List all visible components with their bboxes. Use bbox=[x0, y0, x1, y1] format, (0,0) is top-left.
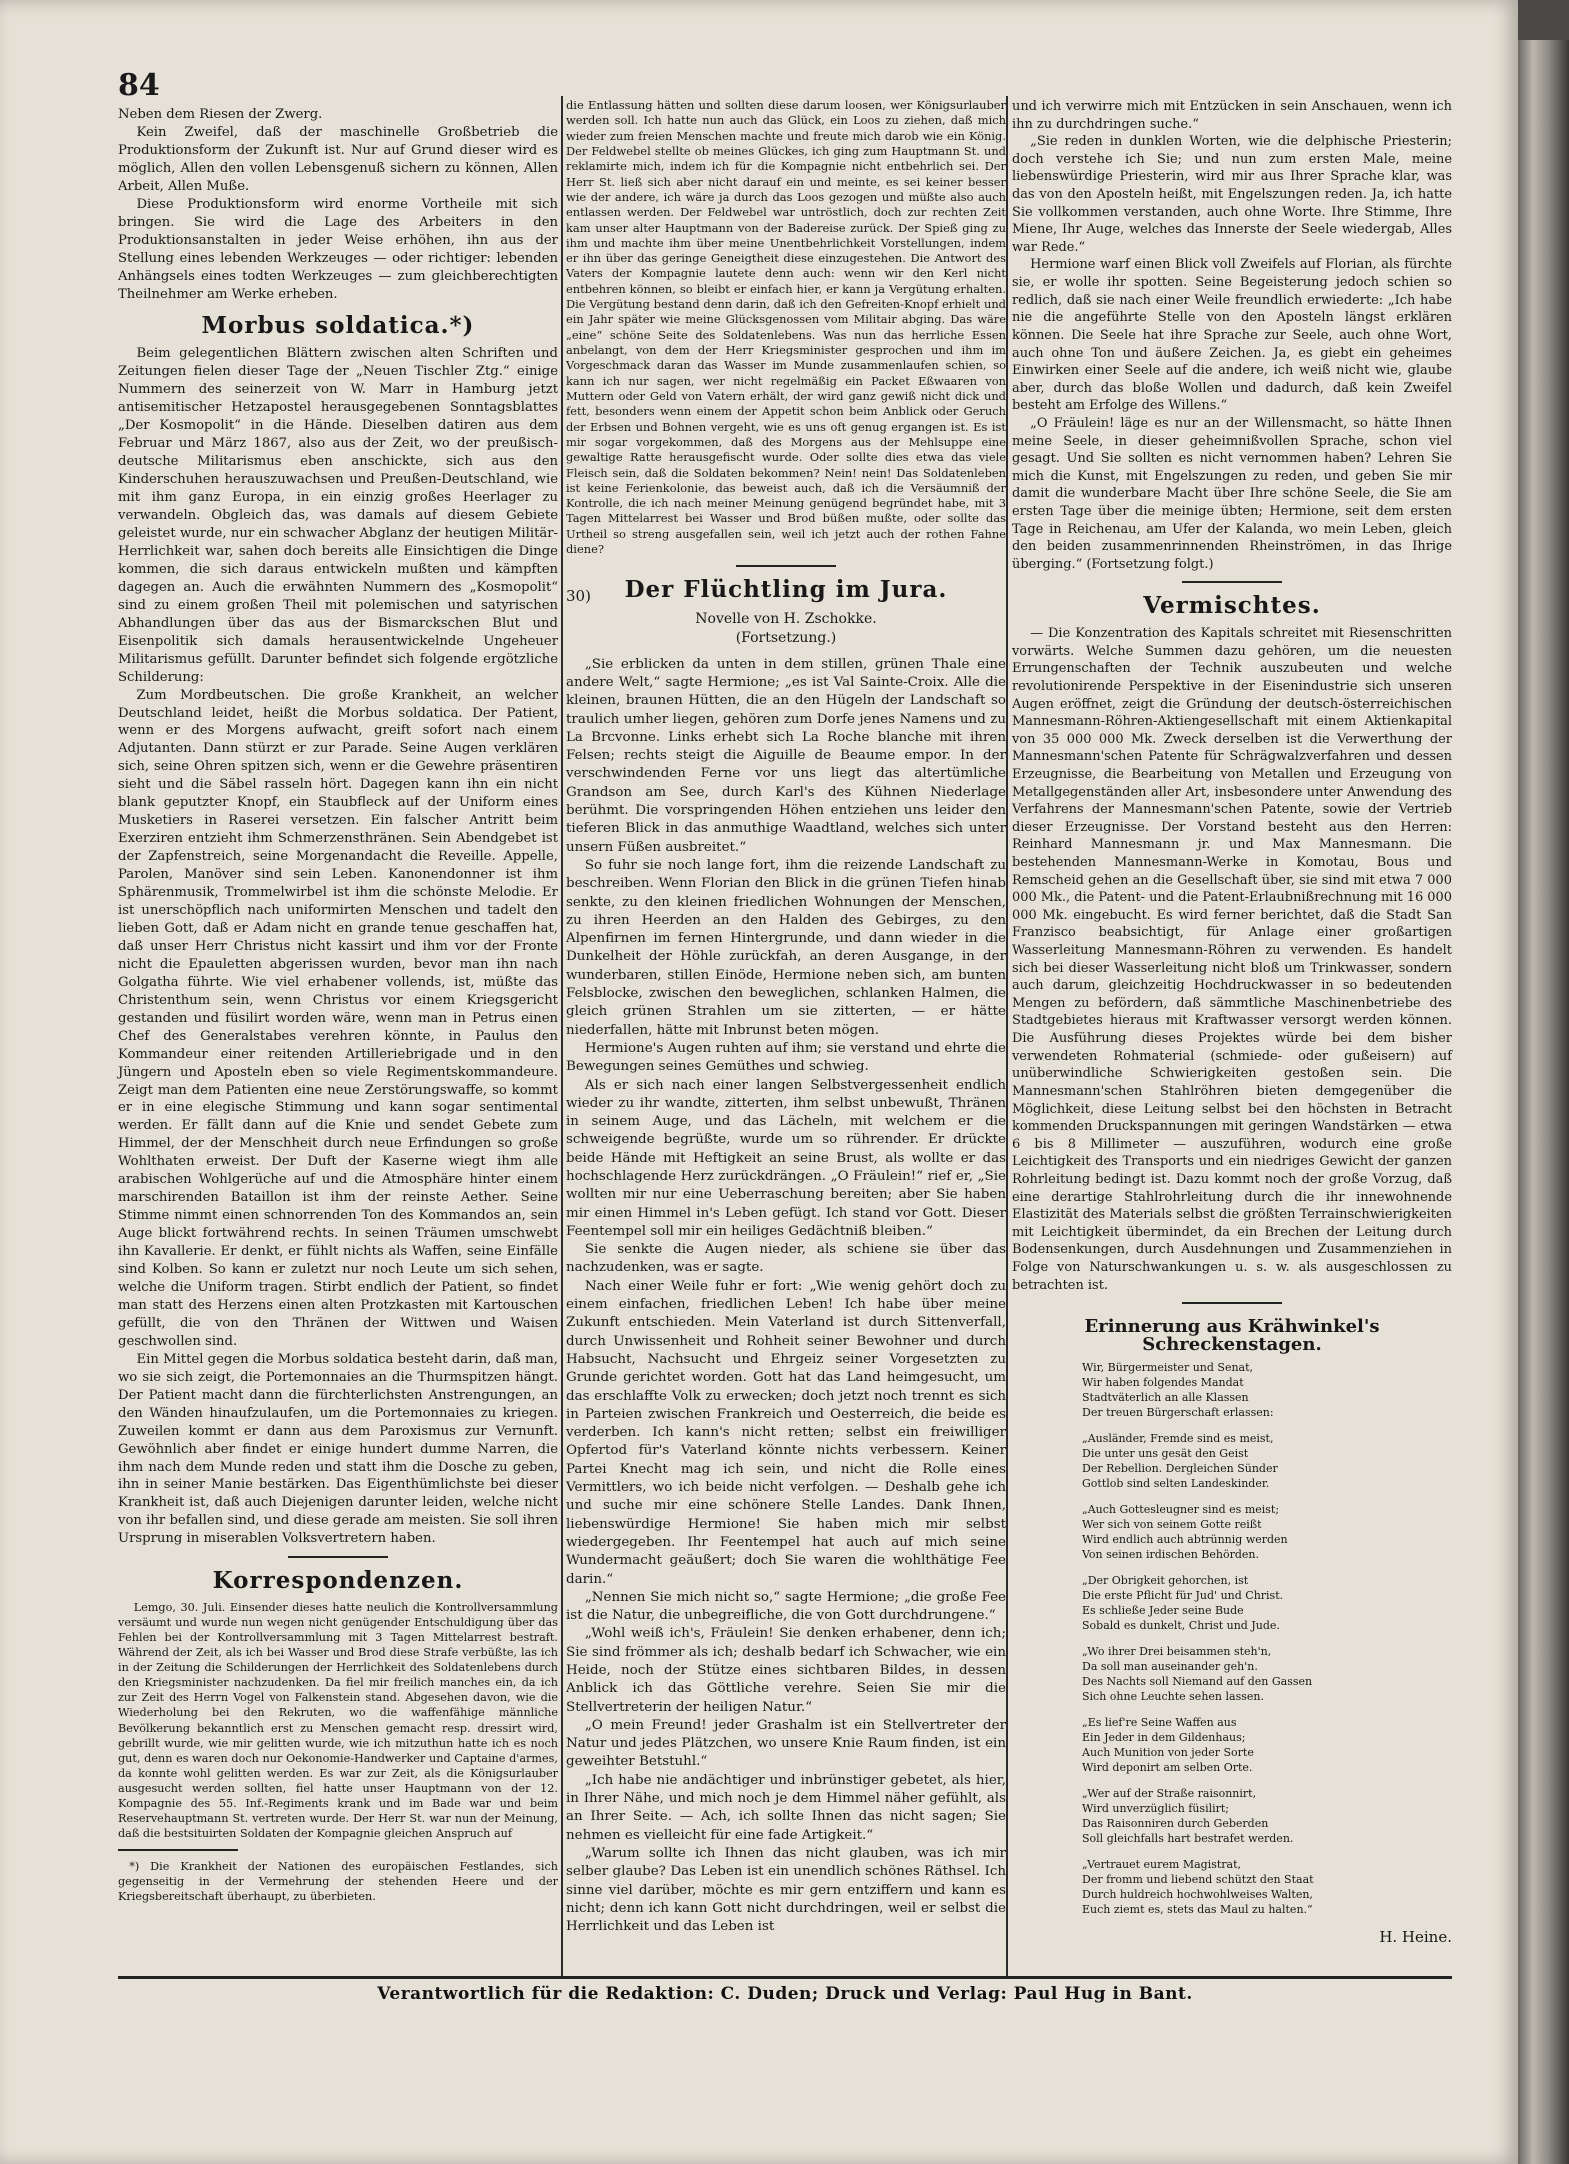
poem-line: „Vertrauet eurem Magistrat, bbox=[1082, 1858, 1242, 1872]
footer-rule bbox=[118, 1976, 1452, 1979]
poem-line: Sich ohne Leuchte sehen lassen. bbox=[1082, 1689, 1264, 1703]
column-1 bbox=[118, 106, 558, 1904]
paragraph: So fuhr sie noch lange fort, ihm die reizende Landschaft zu beschreiben. Wenn Florian den Blick in die grünen Tiefen hinab senkte, zu den kleinen friedlichen Wohnungen der Menschen, zu ihren Heerden an den Halden des Gebirges, zu den Alpenfirnen im fernen Hintergrunde, und dann wieder in die Dunkelheit der Höhle zurückfah, an deren Ausgange, in der wunderbaren, stillen Einöde, Hermione neben sich, am bunten Felsblocke, zwischen den beweglichen, schlanken Halmen, die gleich grünen Strahlen um sie zitterten, — er hätte niederfallen, hätte mit Inbrunst beten mögen. bbox=[566, 857, 1006, 1038]
poem-stanza bbox=[1082, 1645, 1452, 1704]
poem-line: Von seinen irdischen Behörden. bbox=[1082, 1547, 1259, 1561]
poem-title: Erinnerung aus Krähwinkel's Schreckenstagen. bbox=[1084, 1316, 1380, 1355]
poem-line: Das Raisonniren durch Geberden bbox=[1082, 1816, 1269, 1830]
poem-stanza bbox=[1082, 1361, 1452, 1420]
page-number: 84 bbox=[118, 68, 160, 103]
poem-line: Ein Jeder in dem Gildenhaus; bbox=[1082, 1731, 1246, 1745]
footnote-text: *) Die Krankheit der Nationen des europäischen Festlandes, sich gegenseitig in der Vermehrung der stehenden Heere und der Kriegsbereitschaft überhaupt, zu überbieten. bbox=[118, 1859, 558, 1903]
poem-stanza bbox=[1082, 1432, 1452, 1491]
poem-line: Gottlob sind selten Landeskinder. bbox=[1082, 1476, 1270, 1490]
poem-stanza bbox=[1082, 1574, 1452, 1633]
poem-line: Durch huldreich hochwohlweises Walten, bbox=[1082, 1887, 1313, 1901]
poem-line: Sobald es dunkelt, Christ und Jude. bbox=[1082, 1618, 1280, 1632]
section-title: Korrespondenzen. bbox=[212, 1567, 464, 1595]
correspondence-continued bbox=[566, 98, 1006, 557]
paragraph: „O mein Freund! jeder Grashalm ist ein Stellvertreter der Natur und jedes Plätzchen, wo unsere Knie Raum finden, ist ein geweihter Betstuhl.“ bbox=[566, 1717, 1006, 1770]
poem-stanza bbox=[1082, 1716, 1452, 1775]
poem-stanza bbox=[1082, 1503, 1452, 1562]
paragraph: Hermione's Augen ruhten auf ihm; sie verstand und ehrte die Bewegungen seines Gemüthes und schwieg. bbox=[566, 1040, 1006, 1075]
paragraph: Diese Produktionsform wird enorme Vortheile mit sich bringen. Sie wird die Lage des Arbeiters in den Produktionsanstalten in jeder Weise erhöhen, ihn aus der Stellung eines lebenden Werkzeuges — oder richtiger: lebenden Anhängsels eines todten Werkzeuges — zum gleichberechtigten Theilnehmer am Werke erheben. bbox=[118, 196, 558, 302]
paragraph: „Sie erblicken da unten in dem stillen, grünen Thale eine andere Welt,“ sagte Hermione; „es ist Val Sainte-Croix. Alle die kleinen, braunen Hütten, die an den Hügeln der Landschaft so traulich umher liegen, gehören zum Dorfe jenes Namens und zu La Brcvonne. Links erhebt sich La Roche blanche mit ihren Felsen; rechts steigt die Aiguille de Beaume empor. In der verschwindenden Ferne vor uns liegt das altertümliche Grandson am See, durch Karl's des Kühnen Niederlage berühmt. Die vorspringenden Höhen entziehen uns leider den tieferen Blick in das anmuthige Waadtland, welches sich unter unsern Füßen ausbreitet.“ bbox=[566, 656, 1006, 855]
paragraph: Lemgo, 30. Juli. Einsender dieses hatte neulich die Kontrollversammlung versäumt und wurde nun wegen nicht genügender Entschuldigung über das Fehlen bei der Kontrollversammlung mit 3 Tagen Mittelarrest bestraft. Während der Zeit, als ich bei Wasser und Brod diese Strafe verbüßte, las ich in der Zeitung die Schilderungen der Herrlichkeit des Soldatenlebens durch den Kriegsminister nachzudenken. Da fiel mir freilich manches ein, da ich zur Zeit des Herrn Vogel von Falkenstein stand. Abgesehen davon, wie die Wiederholung bei den Rekruten, wo die waffenfähige männliche Bevölkerung bekanntlich erst zu Menschen gemacht resp. dressirt wird, gebrillt wurde, wie mir gelitten wurde, wie ich mitzuthun hatte ich es noch gut, denn es waren doch nur Oekonomie-Handwerker und Captaine d'armes, da konnte wohl gelitten werden. Es war zur Zeit, als die Königsurlauber ausgesucht werden sollten, fiel hatte unser Hauptmann von der 12. Kompagnie des 55. Inf.-Regiments krank und im Bade war und beim Reservehauptmann St. vertreten wurde. Der Herr St. war nun der Meinung, daß die bestsituirten Soldaten der Kompagnie gleichen Anspruch auf bbox=[118, 1601, 558, 1840]
paragraph: Ein Mittel gegen die Morbus soldatica besteht darin, daß man, wo sie sich zeigt, die Portemonnaies an die Thurmspitzen hängt. Der Patient macht dann die fürchterlichsten Anstrengungen, an den Wänden hinaufzulaufen, um die Portemonnaies zu kriegen. Zuweilen kommt er dann aus dem Paroxismus zur Vernunft. Gewöhnlich aber findet er einige hundert dumme Narren, die ihm nach dem Munde reden und statt ihm die Dosche zu geben, ihn in seiner Manie bestärken. Das Eigenthümlichste bei dieser Krankheit ist, daß auch Diejenigen darunter leiden, welche nicht von ihr befallen sind, und diese gerade am meisten. Sie soll ihren Ursprung in miserablen Volksvertretern haben. bbox=[118, 1351, 558, 1547]
novel-author: Novelle von H. Zschokke. bbox=[695, 610, 877, 627]
poem-line: Die erste Pflicht für Jud' und Christ. bbox=[1082, 1589, 1284, 1603]
paragraph: Nach einer Weile fuhr er fort: „Wie wenig gehört doch zu einem einfachen, friedlichen Leben! Ich habe über meine Zukunft entschieden. Mein Vaterland ist durch Sittenverfall, durch Unwissenheit und Rohheit seiner Bewohner und durch Habsucht, Nachsucht und Ehrgeiz seiner Vorgesetzten zu Grunde gerichtet worden. Gott hat das Land heimgesucht, um das erschlaffte Volk zu erwecken; doch jetzt noch trennt es sich in Parteien zwischen Frankreich und Oesterreich, die beide es verderben. Ich kann's nicht retten; selbst ein freiwilliger Opfertod für's Vaterland könnte nichts verbessern. Keiner Partei Knecht mag ich sein, und nicht die Rolle eines Vermittlers, wo ich beide nicht verfolgen. — Deshalb gehe ich und suche mir eine schönere Stelle Landes. Dank Ihnen, liebenswürdige Hermione! Sie haben mich mir selbst wiedergegeben. Ihr Feentempel hat auch auf mich seine Wundermacht geäußert; doch Sie waren die wohlthätige Fee darin.“ bbox=[566, 1278, 1006, 1587]
poem-line: „Auch Gottesleugner sind es meist; bbox=[1082, 1503, 1280, 1517]
poem-line: Es schließe Jeder seine Bude bbox=[1082, 1603, 1244, 1617]
column-3 bbox=[1012, 98, 1452, 1947]
poem-line: Die unter uns gesät den Geist bbox=[1082, 1447, 1249, 1461]
paragraph: Zum Mordbeutschen. Die große Krankheit, an welcher Deutschland leidet, heißt die Morbus soldatica. Der Patient, wenn er des Morgens aufwacht, greift sofort nach einem Adjutanten. Dann stürzt er zur Parade. Seine Augen verklären sich, seine Ohren spitzen sich, wenn er die Gewehre präsentiren sieht und die Säbel rasseln hört. Dagegen kann ihn ein nicht blank geputzter Knopf, ein Staubfleck auf der Uniform eines Musketiers in Raserei versetzen. Ein falscher Antritt beim Exerziren entzieht ihm Schmerzensthränen. Sein Abendgebet ist der Zapfenstreich, seine Morgenandacht die Reveille. Appelle, Parolen, Manöver sind sein Leben. Kanonendonner ist ihm Sphärenmusik, Trommelwirbel ist ihm die schönste Melodie. Er ist unerschöpflich nach uniformirten Menschen und tadelt den lieben Gott, daß er Adam nicht en grande tenue geschaffen hat, daß unser Herr Christus nicht kassirt und ihm vor der Fronte nicht die Epauletten abgerissen wurden, bevor man ihn nach Golgatha führte. Wie viel erhabener vollends, ist, müßte das Christenthum sein, wenn Christus vor einem Kriegsgericht gestanden und füsilirt worden wäre, wenn man in Petrus einen Chef des Generalstabes verehren könnte, in Paulus den Kommandeur einer reitenden Artilleriebrigade und in den Jüngern und Aposteln eben so viele Regimentskommandeure. Zeigt man dem Patienten eine neue Zerstörungswaffe, so kommt er in eine elegische Stimmung und kann sogar sentimental werden. Er fällt dann auf die Knie und sendet Gebete zum Himmel, der der Menschheit durch neue Erfindungen so große Wohlthaten erweist. Der Duft der Kaserne wiegt ihm alle arabischen Wohlgerüche auf und die Atmosphäre hinter einem marschirenden Bataillon ist ihm der reinste Aether. Seine Stimme nimmt einen schnorrenden Ton des Kommandos an, sein Auge blickt fortwährend rechts. In seinen Träumen umschwebt ihn Kavallerie. Er denkt, er fühlt nichts als Waffen, seine Einfälle sind Kolben. So kann er zuletzt nur noch Leute um sich sehen, welche die Uniform tragen. Stirbt endlich der Patient, so findet man statt des Herzens einen alten Protzkasten mit Kartouschen gefüllt, die von den Thränen der Wittwen und Waisen geschwollen sind. bbox=[118, 687, 558, 1349]
poem-stanza bbox=[1082, 1858, 1452, 1917]
divider bbox=[736, 565, 836, 567]
poem-line: Da soll man auseinander geh'n. bbox=[1082, 1660, 1258, 1674]
correspondence-block bbox=[118, 1600, 558, 1841]
poem-signature: H. Heine. bbox=[1379, 1928, 1452, 1947]
poem-line: Der treuen Bürgerschaft erlassen: bbox=[1082, 1405, 1274, 1419]
poem-line: Der Rebellion. Dergleichen Sünder bbox=[1082, 1461, 1278, 1475]
divider bbox=[1182, 581, 1282, 583]
poem-line: Soll gleichfalls hart bestrafet werden. bbox=[1082, 1831, 1294, 1845]
paragraph: „Nennen Sie mich nicht so,“ sagte Hermione; „die große Fee ist die Natur, die unbegreifliche, die von Gott durchdrungene.“ bbox=[566, 1589, 1006, 1624]
poem-line: Wer sich von seinem Gotte reißt bbox=[1082, 1518, 1262, 1532]
poem-line: „Wer auf der Straße raisonnirt, bbox=[1082, 1787, 1257, 1801]
footnote bbox=[118, 1859, 558, 1904]
poem-line: Der fromm und liebend schützt den Staat bbox=[1082, 1873, 1314, 1887]
article-title: Morbus soldatica.*) bbox=[201, 312, 475, 340]
paragraph: Neben dem Riesen der Zwerg. bbox=[118, 107, 323, 122]
poem-line: Wir haben folgendes Mandat bbox=[1082, 1376, 1244, 1390]
divider bbox=[1182, 1302, 1282, 1304]
paragraph: Beim gelegentlichen Blättern zwischen alten Schriften und Zeitungen fielen dieser Tage der „Neuen Tischler Ztg.“ einige Nummern des seinerzeit von W. Marr in Hamburg jetzt antisemitischer Hetzapostel herausgegebenen Sonntagsblattes „Der Kosmopolit“ in die Hände. Dieselben datiren aus dem Februar und März 1867, also aus der Zeit, wo der preußisch-deutsche Militarismus eben anschickte, sich aus den Kinderschuhen herauszuwachsen und Preußen-Deutschland, wie mit ihm ganz Europa, in ein einzig großes Heerlager zu verwandeln. Obgleich das, was damals auf diesem Gebiete geleistet wurde, nur ein schwacher Abglanz der heutigen Militär-Herrlichkeit war, sahen doch bereits alle Einsichtigen die Dinge kommen, die sich daraus entwickeln mußten und kämpften dagegen an. Auch die erwähnten Nummern des „Kosmopolit“ sind zu einem großen Theil mit polemischen und satyrischen Abhandlungen über das aus der Bismarckschen Blut und Eisenpolitik sich damals herausentwickelnde Ungeheuer Militarismus gefüllt. Darunter befindet sich folgende ergötzliche Schilderung: bbox=[118, 346, 558, 685]
imprint: Verantwortlich für die Redaktion: C. Duden; Druck und Verlag: Paul Hug in Bant. bbox=[377, 1984, 1193, 2004]
poem-line: Des Nachts soll Niemand auf den Gassen bbox=[1082, 1674, 1313, 1688]
poem-line: „Ausländer, Fremde sind es meist, bbox=[1082, 1432, 1274, 1446]
novel-continuation: (Fortsetzung.) bbox=[735, 629, 837, 646]
poem-line: Euch ziemt es, stets das Maul zu halten.“ bbox=[1082, 1902, 1313, 1916]
poem-stanza bbox=[1082, 1787, 1452, 1846]
paragraph: „Warum sollte ich Ihnen das nicht glauben, was ich mir selber glaube? Das Leben ist ein unendlich schönes Räthsel. Ich sinne viel darüber, möchte es mir gern entziffern und kann es nicht; denn ich kann Gott nicht durchdringen, weil er selbst die Herrlichkeit und das Leben ist bbox=[566, 1845, 1006, 1935]
paragraph: „Ich habe nie andächtiger und inbrünstiger gebetet, als hier, in Ihrer Nähe, und mich noch je dem Himmel näher gefühlt, als an Ihrer Seite. — Ach, ich sollte Ihnen das nicht sagen; Sie nehmen es vielleicht für eine fade Artigkeit.“ bbox=[566, 1772, 1006, 1843]
column-2 bbox=[566, 98, 1006, 1936]
column-rule bbox=[1006, 96, 1008, 1976]
poem-line: „Wo ihrer Drei beisammen steh'n, bbox=[1082, 1645, 1272, 1659]
paragraph: Hermione warf einen Blick voll Zweifels auf Florian, als fürchte sie, er wolle ihr spotten. Seine Begeisterung jedoch schien so redlich, daß sie nach einer Weile freundlich erwiederte: „Ich habe nie die angeführte Stelle von den Aposteln längst erklären können. Die Seele hat ihre Sprache zur Seele, auch ohne Wort, auch ohne Ton und äußere Zeichen. Ja, es giebt ein geheimes Einwirken einer Seele auf die andere, ich weiß nicht wie, glaube aber, durch das bloße Wollen und dadurch, daß kein Zweifel besteht am Erfolge des Willens.“ bbox=[1012, 257, 1452, 414]
poem-line: Wir, Bürgermeister und Senat, bbox=[1082, 1361, 1254, 1375]
poem bbox=[1012, 1361, 1452, 1917]
page-edge bbox=[1518, 40, 1569, 2164]
paragraph: die Entlassung hätten und sollten diese darum loosen, wer Königsurlauber werden soll. Ich hatte nun auch das Glück, ein Loos zu ziehen, daß mich wieder zum freien Menschen machte und freute mich darob wie ein König. Der Feldwebel stellte ob meines Glückes, ich ging zum Hauptmann St. und reklamirte mich, indem ich für die Kompagnie nicht entbehrlich sei. Der Herr St. ließ sich aber nicht darauf ein und meinte, es sei keiner besser wie der andere, ich wäre ja durch das Loos gezogen und müßte also auch entlassen werden. Der Feldwebel war untröstlich, doch zur rechten Zeit kam unser alter Hauptmann von der Badereise zurück. Der Spieß ging zu ihm und machte ihm über meine Unentbehrlichkeit Vorstellungen, indem er ihn über das geringe Geneigtheit diese einzugestehen. Die Antwort des Vaters der Kompagnie lautete denn auch: wenn wir den Kerl nicht entbehren können, so bleibt er einfach hier, er kann ja Vergütung erhalten. Die Vergütung bestand denn darin, daß ich den Gefreiten-Knopf erhielt und ein Jahr später wie meine Glücksgenossen vom Militair abging. Das wäre „eine“ schöne Seite des Soldatenlebens. Was nun das herrliche Essen anbelangt, von dem der Herr Kriegsminister gesprochen und ihm im Vorgeschmack daran das Wasser im Munde zusammenlaufen schien, so kann ich nur sagen, wer nicht regelmäßig ein Packet Eßwaaren von Muttern oder Geld von Vatern erhält, der wird ganz gewiß nicht dick und fett, besonders wenn einem der Appetit schon beim Anblick oder Geruch der Erbsen und Bohnen vergeht, wie es uns oft genug ergangen ist. Es ist mir sogar vorgekommen, daß des Morgens aus der Mehlsuppe eine gewaltige Ratte herausgefischt wurde. Oder sollte dies etwa das viele Fleisch sein, daß die Soldaten bekommen? Nein! nein! Das Soldatenleben ist keine Ferienkolonie, das beweist auch, daß ich die Versäumniß der Kontrolle, die ich nach meiner Meinung genügend begründet habe, mit 3 Tagen Mittelarrest bei Wasser und Brod büßen mußte, oder sollte das Urtheil so streng ausgefallen sein, weil ich jetzt auch der rothen Fahne diene? bbox=[566, 98, 1006, 557]
poem-line: Wird unverzüglich füsilirt; bbox=[1082, 1802, 1230, 1816]
paragraph: „Wohl weiß ich's, Fräulein! Sie denken erhabener, denn ich; Sie sind frömmer als ich; deshalb bedarf ich Schwacher, wie ein Heide, noch der Stütze eines sichtbaren Bildes, in dessen Anblick ich das Göttliche verehre. Seien Sie mir die Stellvertreterin der heiligen Natur.“ bbox=[566, 1626, 1006, 1715]
column-rule bbox=[561, 96, 563, 1976]
poem-line: „Der Obrigkeit gehorchen, ist bbox=[1082, 1574, 1249, 1588]
novel-title: Der Flüchtling im Jura. bbox=[624, 576, 948, 604]
paragraph: und ich verwirre mich mit Entzücken in sein Anschauen, wenn ich ihn zu durchdringen suche.“ bbox=[1012, 99, 1452, 132]
paragraph: Sie senkte die Augen nieder, als schiene sie über das nachzudenken, was er sagte. bbox=[566, 1242, 1006, 1276]
paragraph: Als er sich nach einer langen Selbstvergessenheit endlich wieder zu ihr wandte, zitterten, ihm selbst unbewußt, Thränen in seinem Auge, und das Lächeln, mit welchem er die schweigende begrüßte, wurde um so rührender. Er drückte beide Hände mit Heftigkeit an seine Brust, als wollte er das hochschlagende Herz zurückdrängen. „O Fräulein!“ rief er, „Sie wollten mir nur eine Ueberraschung bereiten; aber Sie haben mir einen Himmel in's Leben gefügt. Ich stand vor Gott. Dieser Feentempel soll mir ein heiliges Gedächtniß bleiben.“ bbox=[566, 1077, 1006, 1239]
poem-line: Wird deponirt am selben Orte. bbox=[1082, 1760, 1253, 1774]
section-title: Vermischtes. bbox=[1143, 592, 1321, 620]
divider bbox=[118, 1849, 238, 1851]
paragraph: „Sie reden in dunklen Worten, wie die delphische Priesterin; doch verstehe ich Sie; und nun zum ersten Male, meine liebenswürdige Priesterin, wird mir aus Ihrer Sprache klar, was das von den Aposteln heißt, mit Engelszungen reden. Ja, ich hatte Sie vollkommen verstanden, auch ohne Worte. Ihre Stimme, Ihre Miene, Ihr Auge, welches das Innerste der Seele wiedergab, Alles war Rede.“ bbox=[1012, 134, 1452, 255]
poem-line: Auch Munition von jeder Sorte bbox=[1082, 1745, 1254, 1759]
paragraph: Kein Zweifel, daß der maschinelle Großbetrieb die Produktionsform der Zukunft ist. Nur auf Grund dieser wird es möglich, Allen den vollen Lebensgenuß sichern zu können, Allen Arbeit, Allen Muße. bbox=[118, 124, 558, 194]
poem-line: Stadtväterlich an alle Klassen bbox=[1082, 1390, 1249, 1404]
installment-number: 30) bbox=[566, 587, 591, 606]
paragraph: — Die Konzentration des Kapitals schreitet mit Riesenschritten vorwärts. Welche Summen dazu gehören, um die neuesten Errungenschaften der Technik auszubeuten und welche revolutionirende Perspektive in der Eisenindustrie sich unseren Augen eröffnet, zeigt die Gründung der deutsch-österreichischen Mannesmann-Röhren-Aktiengesellschaft mit einem Aktienkapital von 35 000 000 Mk. Zweck derselben ist die Verwerthung der Mannesmann'schen Patente für Schrägwalzverfahren und dessen Erzeugnisse, die Bearbeitung von Metallen und Erzeugung von Metallgegenständen aller Art, insbesondere unter Anwendung des Verfahrens der Mannesmann'schen Patente, sowie der Vertrieb dieser Erzeugnisse. Der Vorstand besteht aus den Herren: Reinhard Mannesmann jr. und Max Mannesmann. Die bestehenden Mannesmann-Werke in Komotau, Bous und Remscheid gehen an die Gesellschaft über, sie sind mit etwa 7 000 000 Mk., die Patent- und die Patent-Erlaubnißrechnung mit 16 000 000 Mk. eingebucht. Es wird ferner berichtet, daß die Stadt San Franzisco beabsichtigt, für Anlage einer großartigen Wasserleitung Mannesmann-Röhren zu verwenden. Es handelt sich bei dieser Wasserleitung nicht bloß um Trinkwasser, sondern auch darum, gleichzeitig Hochdruckwasser in so bedeutenden Mengen zu befördern, daß sämmtliche Maschinenbetriebe des Stadtgebietes hieraus mit Kraftwasser versorgt werden können. Die Ausführung dieses Projektes würde bei dem bisher verwendeten Rohmaterial (schmiede- oder gußeisern) auf unüberwindliche Schwierigkeiten gestoßen sein. Die Mannesmann'schen Stahlröhren bieten demgegenüber die Möglichkeit, diese Leitung selbst bei den höchsten in Betracht kommenden Druckspannungen mit geringen Wandstärken — etwa 6 bis 8 Millimeter — auszuführen, wodurch eine große Leichtigkeit des Transports und ein niedriges Gewicht der ganzen Rohrleitung bedingt ist. Dazu kommt noch der große Vorzug, daß eine derartige Stahlrohrleitung durch die ihr innewohnende Elastizität des Materials selbst die größten Terrainschwierigkeiten mit Leichtigkeit übermindet, da ein Brechen der Leitung durch Bodensenkungen, durch Ausdehnungen und Zusammenziehen in Folge von Naturschwankungen u. s. w. als ausgeschlossen zu betrachten ist. bbox=[1012, 626, 1452, 1293]
poem-line: Wird endlich auch abtrünnig werden bbox=[1082, 1532, 1288, 1546]
paragraph: „O Fräulein! läge es nur an der Willensmacht, so hätte Ihnen meine Seele, in dieser geheimnißvollen Sprache, schon viel gesagt. Und Sie sollten es nicht vernommen haben? Lehren Sie mich die Kunst, mit Engelszungen zu reden, und geben Sie mir damit die wunderbare Macht über Ihre schöne Seele, die Sie am ersten Tage über die meinige übten; Hermione, seit dem ersten Tage in Reichenau, am Ufer der Kalanda, wo mein Leben, gleich den beiden zusammenrinnenden Rheinströmen, in das Ihrige überging.“ (Fortsetzung folgt.) bbox=[1012, 415, 1452, 572]
poem-line: „Es lief're Seine Waffen aus bbox=[1082, 1716, 1237, 1730]
divider bbox=[288, 1556, 388, 1558]
